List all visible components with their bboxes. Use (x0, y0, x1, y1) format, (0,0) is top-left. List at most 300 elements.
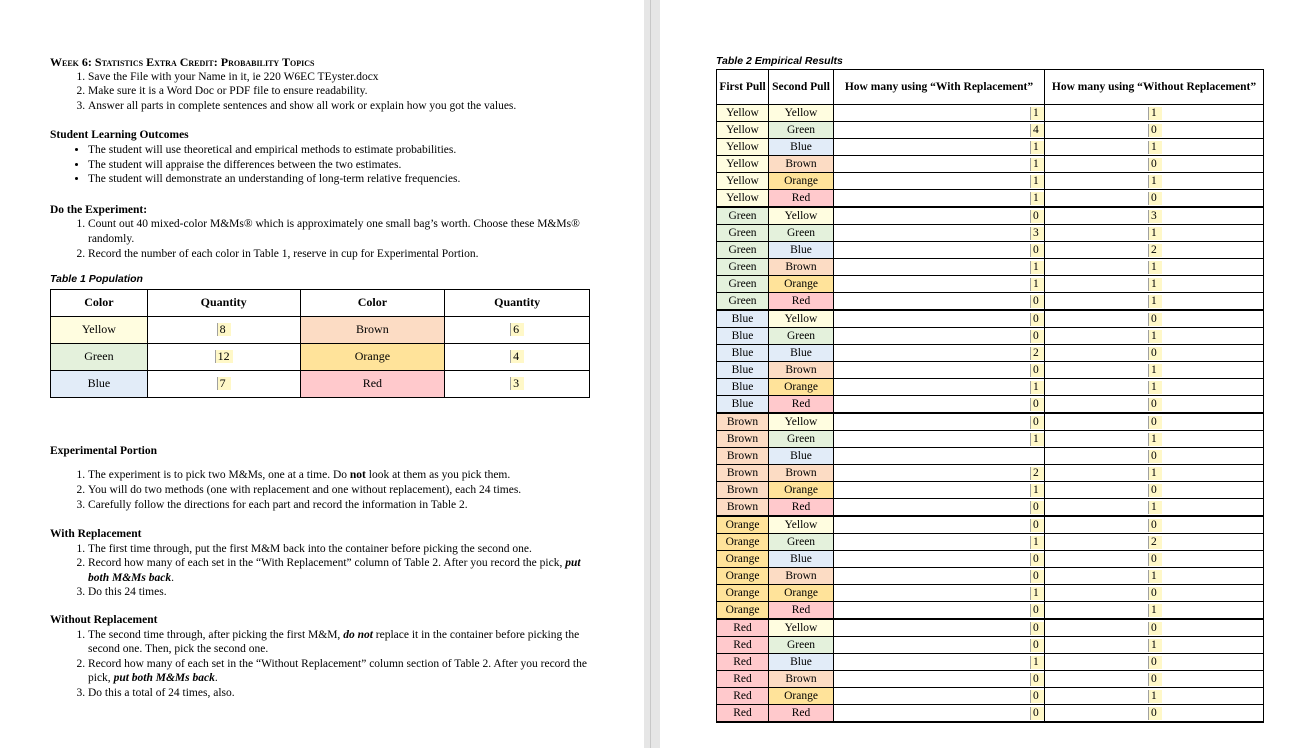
without-replacement-input[interactable]: 1 (1148, 175, 1162, 188)
second-pull-cell: Orange (769, 688, 834, 705)
table-row (717, 276, 1264, 293)
instruction-item: 1. Save the File with your Name in it, ie 220 W6EC TEyster.docx (88, 70, 595, 85)
with-replacement-input[interactable]: 0 (1030, 604, 1044, 617)
second-pull-cell: Red (769, 190, 834, 208)
table-row (717, 173, 1264, 190)
with-replacement-cell (834, 396, 1045, 414)
first-pull-cell: Red (717, 705, 769, 723)
first-pull-cell: Orange (717, 516, 769, 534)
header-first-pull: First Pull (717, 70, 769, 105)
table-row (717, 207, 1264, 225)
second-pull-cell: Orange (769, 585, 834, 602)
without-replacement-cell (1045, 465, 1264, 482)
table-row (51, 370, 590, 397)
header-quantity: Quantity (445, 289, 590, 316)
table2-caption: Table 2 Empirical Results (716, 55, 843, 67)
first-pull-cell: Green (717, 225, 769, 242)
instructions-list (50, 70, 595, 114)
without-replacement-cell (1045, 156, 1264, 173)
second-pull-cell: Green (769, 122, 834, 139)
with-replacement-input[interactable]: 1 (1030, 158, 1044, 171)
table-row (717, 619, 1264, 637)
without-replacement-cell (1045, 105, 1264, 122)
table-row (717, 396, 1264, 414)
without-replacement-input[interactable]: 0 (1148, 519, 1162, 532)
with-replacement-cell (834, 534, 1045, 551)
second-pull-cell: Green (769, 328, 834, 345)
first-pull-cell: Brown (717, 465, 769, 482)
second-pull-cell: Orange (769, 276, 834, 293)
second-pull-cell: Brown (769, 259, 834, 276)
without-replacement-input[interactable]: 0 (1148, 192, 1162, 205)
without-replacement-cell (1045, 379, 1264, 396)
header-color: Color (300, 289, 445, 316)
table-row (717, 259, 1264, 276)
without-replacement-input[interactable]: 0 (1148, 158, 1162, 171)
without-replacement-cell (1045, 705, 1264, 723)
without-step-text: Record how many of each set in the “Without Replacement” column section of Table 2. After you record the pick, (88, 657, 587, 685)
quantity-input[interactable]: 12 (215, 350, 233, 363)
second-pull-cell: Brown (769, 362, 834, 379)
without-replacement-input[interactable]: 2 (1148, 244, 1162, 257)
outcomes-heading: Student Learning Outcomes (50, 129, 189, 142)
with-replacement-cell (834, 225, 1045, 242)
quantity-input[interactable]: 6 (510, 323, 524, 336)
experiment-step: 1. Count out 40 mixed-color M&Ms® which is approximately one small bag’s worth. Choose these M&Ms® randomly. (88, 217, 595, 246)
table-row (717, 482, 1264, 499)
without-replacement-input[interactable]: 1 (1148, 690, 1162, 703)
with-replacement-input[interactable]: 1 (1030, 107, 1044, 120)
with-replacement-input[interactable]: 0 (1030, 398, 1044, 411)
with-replacement-cell (834, 293, 1045, 311)
without-replacement-input[interactable]: 1 (1148, 261, 1162, 274)
gutter-divider (650, 0, 651, 748)
without-replacement-input[interactable]: 1 (1148, 433, 1162, 446)
quantity-cell[interactable] (445, 316, 590, 343)
with-replacement-input[interactable]: 0 (1030, 501, 1044, 514)
with-replacement-cell (834, 705, 1045, 723)
first-pull-cell: Yellow (717, 190, 769, 208)
without-replacement-input[interactable]: 1 (1148, 570, 1162, 583)
first-pull-cell: Green (717, 276, 769, 293)
second-pull-cell: Green (769, 534, 834, 551)
with-replacement-cell (834, 105, 1045, 122)
table-row (51, 343, 590, 370)
second-pull-cell: Red (769, 705, 834, 723)
without-replacement-cell (1045, 551, 1264, 568)
color-cell: Red (300, 370, 445, 397)
without-replacement-cell (1045, 602, 1264, 620)
header-with-replacement: How many using “With Replacement” (834, 70, 1045, 105)
with-replacement-input[interactable]: 1 (1030, 484, 1044, 497)
with-replacement-input[interactable]: 0 (1030, 416, 1044, 429)
table-row (717, 242, 1264, 259)
portion-step: 2. You will do two methods (one with replacement and one without replacement), each 24 times. (88, 483, 595, 498)
first-pull-cell: Red (717, 637, 769, 654)
second-pull-cell: Green (769, 225, 834, 242)
without-step-text: . (214, 672, 218, 685)
with-replacement-input[interactable]: 0 (1030, 210, 1044, 223)
color-cell: Brown (300, 316, 445, 343)
with-replacement-input[interactable]: 0 (1030, 330, 1044, 343)
with-replacement-input[interactable]: 0 (1030, 690, 1044, 703)
without-step-text: replace it in the container before picking the second one. Then, pick the second one. (88, 628, 580, 656)
table-row (717, 225, 1264, 242)
table-row (717, 465, 1264, 482)
outcome-item: • The student will demonstrate an understanding of long-term relative frequencies. (88, 172, 595, 187)
with-step: 3. Do this 24 times. (88, 585, 595, 600)
header-color: Color (51, 289, 148, 316)
without-replacement-input[interactable]: 1 (1148, 639, 1162, 652)
table-row (717, 585, 1264, 602)
quantity-input[interactable]: 4 (510, 350, 524, 363)
population-table (50, 289, 590, 398)
second-pull-cell: Orange (769, 173, 834, 190)
without-replacement-cell (1045, 328, 1264, 345)
with-step (88, 556, 595, 585)
with-replacement-cell (834, 122, 1045, 139)
with-replacement-input[interactable]: 0 (1030, 639, 1044, 652)
table-row (717, 448, 1264, 465)
table-row (51, 316, 590, 343)
without-replacement-cell (1045, 448, 1264, 465)
with-replacement-cell (834, 654, 1045, 671)
second-pull-cell: Yellow (769, 310, 834, 328)
with-step-emphasis: put both M&Ms back (88, 557, 581, 584)
without-replacement-input[interactable]: 0 (1148, 347, 1162, 360)
with-replacement-input[interactable]: 0 (1030, 570, 1044, 583)
second-pull-cell: Brown (769, 465, 834, 482)
without-replacement-input[interactable]: 1 (1148, 467, 1162, 480)
without-replacement-heading: Without Replacement (50, 614, 158, 627)
table-row (717, 431, 1264, 448)
with-replacement-cell (834, 413, 1045, 431)
with-replacement-input[interactable]: 2 (1030, 467, 1044, 480)
table-row (717, 413, 1264, 431)
without-replacement-input[interactable]: 1 (1148, 501, 1162, 514)
without-replacement-input[interactable]: 0 (1148, 622, 1162, 635)
table-row (717, 499, 1264, 517)
without-replacement-input[interactable]: 0 (1148, 656, 1162, 669)
without-replacement-cell (1045, 259, 1264, 276)
portion-step-emphasis: not (349, 469, 366, 482)
with-replacement-cell (834, 310, 1045, 328)
first-pull-cell: Yellow (717, 156, 769, 173)
table-row (717, 602, 1264, 620)
instruction-item: 2. Make sure it is a Word Doc or PDF file to ensure readability. (88, 84, 595, 99)
with-replacement-cell (834, 448, 1045, 465)
second-pull-cell: Red (769, 602, 834, 620)
without-replacement-cell (1045, 516, 1264, 534)
with-replacement-cell (834, 362, 1045, 379)
with-replacement-input[interactable]: 1 (1030, 141, 1044, 154)
quantity-input[interactable]: 3 (510, 377, 524, 390)
without-replacement-input[interactable]: 3 (1148, 210, 1162, 223)
with-replacement-input[interactable]: 1 (1030, 536, 1044, 549)
page-gutter (644, 0, 660, 748)
first-pull-cell: Green (717, 259, 769, 276)
second-pull-cell: Yellow (769, 516, 834, 534)
second-pull-cell: Yellow (769, 413, 834, 431)
without-step (88, 628, 595, 657)
table-row (717, 156, 1264, 173)
with-replacement-steps (50, 542, 595, 600)
experiment-heading: Do the Experiment: (50, 203, 148, 216)
with-replacement-cell (834, 156, 1045, 173)
with-replacement-input[interactable]: 0 (1030, 622, 1044, 635)
color-cell: Blue (51, 370, 148, 397)
without-replacement-input[interactable]: 1 (1148, 141, 1162, 154)
table-row (717, 345, 1264, 362)
first-pull-cell: Red (717, 619, 769, 637)
with-step: 1. The first time through, put the first M&M back into the container before picking the second one. (88, 542, 595, 557)
with-step-text: . (171, 571, 174, 584)
without-replacement-input[interactable]: 0 (1148, 398, 1162, 411)
table-row (717, 551, 1264, 568)
second-pull-cell: Blue (769, 242, 834, 259)
first-pull-cell: Blue (717, 362, 769, 379)
with-replacement-cell (834, 242, 1045, 259)
with-replacement-input[interactable]: 1 (1030, 261, 1044, 274)
first-pull-cell: Yellow (717, 122, 769, 139)
first-pull-cell: Yellow (717, 139, 769, 156)
without-replacement-cell (1045, 122, 1264, 139)
with-replacement-input[interactable]: 4 (1030, 124, 1044, 137)
without-replacement-cell (1045, 310, 1264, 328)
with-replacement-cell (834, 551, 1045, 568)
table-row (717, 293, 1264, 311)
with-replacement-cell (834, 568, 1045, 585)
without-replacement-input[interactable]: 0 (1148, 553, 1162, 566)
first-pull-cell: Orange (717, 568, 769, 585)
with-replacement-cell (834, 585, 1045, 602)
without-replacement-cell (1045, 688, 1264, 705)
quantity-cell[interactable] (147, 316, 300, 343)
without-replacement-input[interactable]: 0 (1148, 673, 1162, 686)
table-row (717, 705, 1264, 723)
outcome-item: • The student will appraise the differences between the two estimates. (88, 158, 595, 173)
quantity-cell[interactable] (445, 370, 590, 397)
with-replacement-input[interactable]: 0 (1030, 673, 1044, 686)
without-replacement-input[interactable]: 0 (1148, 313, 1162, 326)
without-replacement-input[interactable]: 1 (1148, 330, 1162, 343)
with-replacement-input[interactable]: 1 (1030, 175, 1044, 188)
without-replacement-input[interactable]: 1 (1148, 227, 1162, 240)
header-quantity: Quantity (147, 289, 300, 316)
with-replacement-cell (834, 139, 1045, 156)
without-replacement-cell (1045, 482, 1264, 499)
without-replacement-input[interactable]: 0 (1148, 416, 1162, 429)
table-row (717, 190, 1264, 208)
without-replacement-input[interactable]: 1 (1148, 107, 1162, 120)
second-pull-cell: Blue (769, 654, 834, 671)
second-pull-cell: Blue (769, 139, 834, 156)
portion-step-text: The experiment is to pick two M&Ms, one at a time. Do (88, 469, 350, 482)
without-replacement-cell (1045, 568, 1264, 585)
without-replacement-cell (1045, 637, 1264, 654)
without-replacement-input[interactable]: 2 (1148, 536, 1162, 549)
table-row (717, 362, 1264, 379)
without-replacement-cell (1045, 293, 1264, 311)
experiment-step: 2. Record the number of each color in Table 1, reserve in cup for Experimental Portion. (88, 247, 595, 262)
table-row (717, 688, 1264, 705)
without-replacement-input[interactable]: 0 (1148, 450, 1162, 463)
quantity-input[interactable]: 8 (217, 323, 231, 336)
without-step-text: The second time through, after picking the first M&M, (88, 628, 344, 641)
with-replacement-cell (834, 345, 1045, 362)
second-pull-cell: Brown (769, 156, 834, 173)
second-pull-cell: Brown (769, 568, 834, 585)
first-pull-cell: Orange (717, 534, 769, 551)
without-replacement-cell (1045, 534, 1264, 551)
table-row (717, 637, 1264, 654)
second-pull-cell: Blue (769, 345, 834, 362)
with-replacement-input[interactable]: 0 (1030, 519, 1044, 532)
portion-step-text: look at them as you pick them. (365, 469, 511, 482)
table1-caption: Table 1 Population (50, 273, 143, 286)
first-pull-cell: Blue (717, 345, 769, 362)
experimental-portion-heading: Experimental Portion (50, 444, 157, 457)
with-replacement-cell (834, 328, 1045, 345)
with-replacement-cell (834, 619, 1045, 637)
second-pull-cell: Green (769, 637, 834, 654)
second-pull-cell: Red (769, 293, 834, 311)
without-replacement-input[interactable]: 0 (1148, 707, 1162, 720)
with-replacement-input[interactable]: 1 (1030, 587, 1044, 600)
with-replacement-cell (834, 499, 1045, 517)
with-replacement-input[interactable]: 0 (1030, 244, 1044, 257)
with-replacement-input[interactable]: 3 (1030, 227, 1044, 240)
first-pull-cell: Brown (717, 499, 769, 517)
quantity-input[interactable]: 7 (217, 377, 231, 390)
first-pull-cell: Green (717, 242, 769, 259)
second-pull-cell: Orange (769, 482, 834, 499)
first-pull-cell: Green (717, 207, 769, 225)
color-cell: Green (51, 343, 148, 370)
with-replacement-input[interactable]: 0 (1030, 313, 1044, 326)
quantity-cell[interactable] (147, 343, 300, 370)
header-second-pull: Second Pull (769, 70, 834, 105)
without-replacement-cell (1045, 276, 1264, 293)
with-replacement-input[interactable]: 0 (1030, 707, 1044, 720)
with-replacement-heading: With Replacement (50, 528, 142, 541)
table-header-row (717, 70, 1264, 105)
without-replacement-cell (1045, 345, 1264, 362)
header-without-replacement: How many using “Without Replacement” (1045, 70, 1264, 105)
portion-step: 3. Carefully follow the directions for each part and record the information in Table 2. (88, 498, 595, 513)
without-step (88, 657, 595, 686)
without-step-emphasis: put both M&Ms back (113, 672, 215, 685)
second-pull-cell: Red (769, 396, 834, 414)
first-pull-cell: Brown (717, 431, 769, 448)
with-replacement-input[interactable]: 1 (1030, 656, 1044, 669)
without-replacement-cell (1045, 431, 1264, 448)
without-replacement-input[interactable]: 0 (1148, 124, 1162, 137)
with-replacement-input[interactable]: 1 (1030, 192, 1044, 205)
table-row (717, 139, 1264, 156)
without-replacement-input[interactable]: 1 (1148, 364, 1162, 377)
second-pull-cell: Blue (769, 551, 834, 568)
table-row (717, 671, 1264, 688)
with-replacement-cell (834, 482, 1045, 499)
without-replacement-cell (1045, 139, 1264, 156)
with-replacement-cell (834, 516, 1045, 534)
first-pull-cell: Blue (717, 379, 769, 396)
table-row (717, 534, 1264, 551)
with-replacement-cell (834, 465, 1045, 482)
without-replacement-cell (1045, 225, 1264, 242)
quantity-cell[interactable] (445, 343, 590, 370)
with-replacement-cell (834, 671, 1045, 688)
with-replacement-cell (834, 207, 1045, 225)
with-replacement-input[interactable]: 2 (1030, 347, 1044, 360)
second-pull-cell: Brown (769, 671, 834, 688)
with-replacement-cell (834, 379, 1045, 396)
first-pull-cell: Brown (717, 482, 769, 499)
experiment-steps (50, 217, 595, 261)
without-replacement-input[interactable]: 1 (1148, 295, 1162, 308)
without-replacement-cell (1045, 207, 1264, 225)
table-row (717, 516, 1264, 534)
without-replacement-input[interactable]: 0 (1148, 587, 1162, 600)
without-step-emphasis: do not (343, 628, 373, 641)
instruction-item: 3. Answer all parts in complete sentences and show all work or explain how you got the values. (88, 99, 595, 114)
table-row (717, 310, 1264, 328)
without-replacement-cell (1045, 499, 1264, 517)
without-replacement-cell (1045, 173, 1264, 190)
without-replacement-input[interactable]: 1 (1148, 604, 1162, 617)
with-replacement-input[interactable]: 0 (1030, 553, 1044, 566)
table-row (717, 328, 1264, 345)
second-pull-cell: Red (769, 499, 834, 517)
document-title: Week 6: Statistics Extra Credit: Probability Topics (50, 55, 315, 69)
second-pull-cell: Green (769, 431, 834, 448)
table-row (717, 105, 1264, 122)
first-pull-cell: Orange (717, 602, 769, 620)
without-replacement-cell (1045, 654, 1264, 671)
first-pull-cell: Blue (717, 396, 769, 414)
second-pull-cell: Yellow (769, 619, 834, 637)
with-replacement-cell (834, 276, 1045, 293)
left-document-body (50, 55, 595, 701)
with-replacement-input[interactable]: 0 (1030, 295, 1044, 308)
second-pull-cell: Yellow (769, 207, 834, 225)
outcome-item: • The student will use theoretical and empirical methods to estimate probabilities. (88, 143, 595, 158)
first-pull-cell: Red (717, 671, 769, 688)
without-replacement-cell (1045, 619, 1264, 637)
first-pull-cell: Brown (717, 413, 769, 431)
with-replacement-input[interactable]: 1 (1030, 278, 1044, 291)
color-cell: Yellow (51, 316, 148, 343)
without-replacement-cell (1045, 242, 1264, 259)
first-pull-cell: Yellow (717, 173, 769, 190)
first-pull-cell: Blue (717, 328, 769, 345)
quantity-cell[interactable] (147, 370, 300, 397)
color-cell: Orange (300, 343, 445, 370)
table-row (717, 568, 1264, 585)
with-replacement-input[interactable]: 0 (1030, 364, 1044, 377)
portion-step (88, 468, 595, 483)
without-replacement-input[interactable]: 1 (1148, 278, 1162, 291)
with-replacement-cell (834, 602, 1045, 620)
without-step: 3. Do this a total of 24 times, also. (88, 686, 595, 701)
with-replacement-input[interactable]: 1 (1030, 381, 1044, 394)
with-replacement-input[interactable]: 1 (1030, 433, 1044, 446)
second-pull-cell: Orange (769, 379, 834, 396)
without-replacement-input[interactable]: 1 (1148, 381, 1162, 394)
without-replacement-input[interactable]: 0 (1148, 484, 1162, 497)
first-pull-cell: Red (717, 688, 769, 705)
